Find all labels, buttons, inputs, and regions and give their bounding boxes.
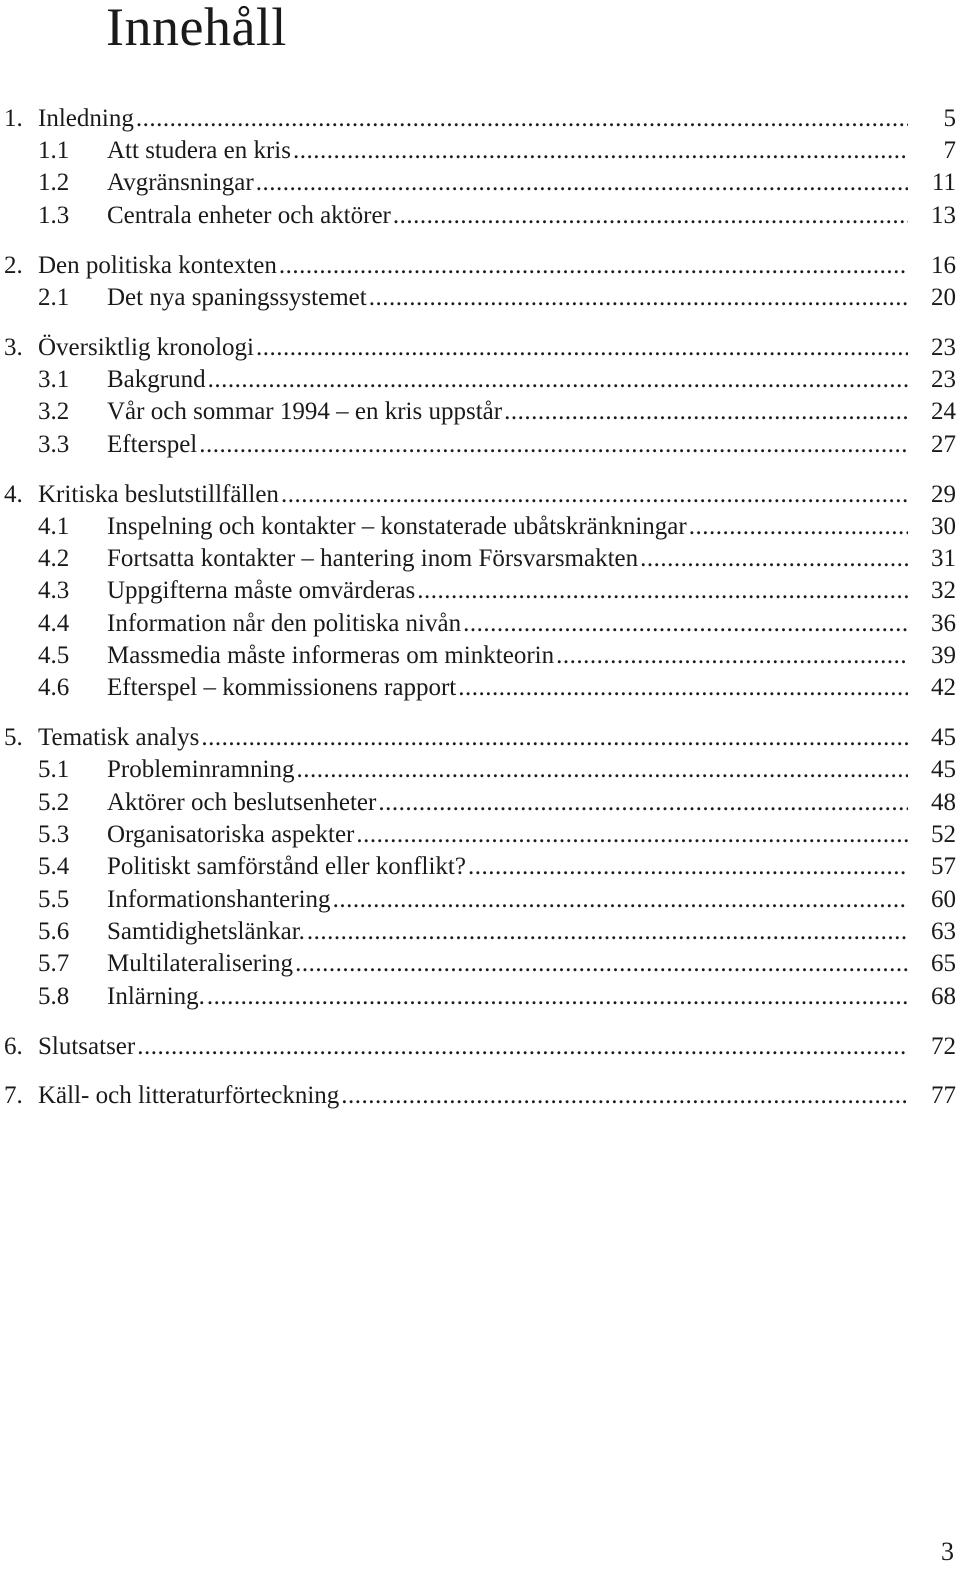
toc-entry-leader — [38, 722, 908, 754]
toc-entry-leader — [107, 948, 908, 980]
toc-entry-leader — [107, 282, 908, 314]
dot-leader — [201, 722, 908, 754]
toc-entry-page: 24 — [931, 398, 956, 425]
toc-entry-leader — [38, 1031, 908, 1063]
toc-entry — [0, 640, 960, 672]
toc-entry-page: 16 — [931, 252, 956, 279]
toc-entry-number: 5.7 — [38, 950, 70, 977]
toc-entry-page: 57 — [931, 853, 956, 880]
toc-entry-number: 5.3 — [38, 821, 70, 848]
toc-entry-page: 60 — [931, 886, 956, 913]
dot-leader — [640, 543, 908, 575]
toc-entry — [0, 167, 960, 199]
dot-leader — [356, 819, 908, 851]
toc-entry — [0, 916, 960, 948]
toc-entry-leader — [107, 511, 908, 543]
toc-entry-number: 5.1 — [38, 756, 70, 783]
toc-entry-number: 4. — [4, 481, 23, 508]
toc-entry-title: Vår och sommar 1994 – en kris uppstår — [107, 398, 503, 425]
toc-entry-number: 2.1 — [38, 284, 70, 311]
toc-entry-leader — [107, 916, 908, 948]
toc-entry — [0, 1031, 960, 1063]
toc-entry-title: Den politiska kontexten — [38, 252, 277, 279]
toc-entry-leader — [107, 200, 908, 232]
toc-entry — [0, 787, 960, 819]
dot-leader — [378, 787, 908, 819]
toc-entry — [0, 1080, 960, 1112]
toc-entry-page: 65 — [931, 950, 956, 977]
toc-entry-number: 4.2 — [38, 545, 70, 572]
toc-entry-title: Tematisk analys — [38, 724, 200, 751]
dot-leader — [458, 672, 908, 704]
toc-entry-page: 13 — [931, 202, 956, 229]
toc-entry-leader — [38, 103, 908, 135]
toc-entry — [0, 948, 960, 980]
dot-leader — [296, 754, 908, 786]
dot-leader — [281, 479, 908, 511]
page-number: 3 — [941, 1537, 954, 1566]
toc-entry-page: 7 — [943, 137, 956, 164]
toc-entry-number: 7. — [4, 1082, 23, 1109]
dot-leader — [295, 948, 908, 980]
toc-entry-page: 20 — [931, 284, 956, 311]
toc-entry-page: 31 — [931, 545, 956, 572]
toc-entry — [0, 819, 960, 851]
toc-entry-leader — [38, 479, 908, 511]
toc-entry-title: Multilateralisering — [107, 950, 294, 977]
toc-entry — [0, 884, 960, 916]
toc-entry-title: Probleminramning — [107, 756, 295, 783]
toc-entry-title: Efterspel — [107, 431, 198, 458]
toc-entry-number: 5.4 — [38, 853, 70, 880]
toc-entry-page: 52 — [931, 821, 956, 848]
dot-leader — [207, 981, 908, 1013]
toc-entry-page: 68 — [931, 983, 956, 1010]
dot-leader — [256, 167, 908, 199]
toc-entry-leader — [107, 981, 908, 1013]
dot-leader — [293, 135, 908, 167]
toc-entry-number: 3.3 — [38, 431, 70, 458]
toc-entry — [0, 981, 960, 1013]
toc-entry-page: 27 — [931, 431, 956, 458]
toc-entry-leader — [107, 884, 908, 916]
toc-entry — [0, 543, 960, 575]
toc-entry-title: Kritiska beslutstillfällen — [38, 481, 279, 508]
toc-entry-title: Det nya spaningssystemet — [107, 284, 367, 311]
toc-entry-leader — [107, 640, 908, 672]
toc-entry — [0, 103, 960, 135]
dot-leader — [307, 916, 908, 948]
toc-entry-leader — [107, 819, 908, 851]
toc-entry-leader — [38, 250, 908, 282]
toc-entry-number: 1. — [4, 105, 23, 132]
toc-entry-page: 32 — [931, 577, 956, 604]
toc-entry-title: Inspelning och kontakter – konstaterade ubåtskränkningar — [107, 513, 687, 540]
toc-entry-leader — [38, 332, 908, 364]
page-title: Innehåll — [106, 0, 287, 57]
toc-entry-title: Att studera en kris — [107, 137, 291, 164]
toc-entry-leader — [107, 429, 908, 461]
dot-leader — [369, 282, 908, 314]
toc-entry — [0, 575, 960, 607]
toc-entry-title: Efterspel – kommissionens rapport — [107, 674, 457, 701]
dot-leader — [556, 640, 908, 672]
dot-leader — [256, 332, 908, 364]
toc-entry-number: 1.3 — [38, 202, 70, 229]
toc-entry-number: 5. — [4, 724, 23, 751]
toc-entry-title: Samtidighetslänkar. — [107, 918, 305, 945]
toc-entry-page: 77 — [931, 1082, 956, 1109]
toc-entry — [0, 608, 960, 640]
dot-leader — [137, 1031, 908, 1063]
dot-leader — [689, 511, 908, 543]
toc-entry-number: 5.8 — [38, 983, 70, 1010]
toc-entry — [0, 135, 960, 167]
dot-leader — [393, 200, 908, 232]
dot-leader — [504, 396, 908, 428]
toc-entry-title: Inlärning. — [107, 983, 205, 1010]
dot-leader — [468, 851, 908, 883]
toc-entry — [0, 672, 960, 704]
toc-entry — [0, 722, 960, 754]
toc-entry-page: 48 — [931, 789, 956, 816]
toc-entry-title: Inledning — [38, 105, 134, 132]
dot-leader — [279, 250, 908, 282]
toc-entry-page: 45 — [931, 724, 956, 751]
toc-entry-leader — [107, 608, 908, 640]
toc-entry-leader — [107, 575, 908, 607]
toc-entry-leader — [107, 851, 908, 883]
toc-entry — [0, 396, 960, 428]
toc-entry-number: 3. — [4, 334, 23, 361]
toc-entry-leader — [107, 543, 908, 575]
dot-leader — [341, 1080, 908, 1112]
toc-entry-title: Information når den politiska nivån — [107, 610, 462, 637]
toc-entry-number: 4.5 — [38, 642, 70, 669]
toc-entry — [0, 754, 960, 786]
toc-entry — [0, 364, 960, 396]
toc-entry — [0, 479, 960, 511]
toc-entry — [0, 282, 960, 314]
toc-entry-title: Massmedia måste informeras om minkteorin — [107, 642, 555, 669]
toc-entry-leader — [107, 364, 908, 396]
toc-entry-page: 42 — [931, 674, 956, 701]
toc-entry-title: Översiktlig kronologi — [38, 334, 254, 361]
toc-entry-number: 1.2 — [38, 169, 70, 196]
toc-entry-number: 5.2 — [38, 789, 70, 816]
toc-entry-leader — [107, 787, 908, 819]
dot-leader — [199, 429, 908, 461]
toc-entry-page: 11 — [931, 169, 956, 196]
toc-entry-number: 1.1 — [38, 137, 70, 164]
toc-entry-number: 4.4 — [38, 610, 70, 637]
dot-leader — [333, 884, 908, 916]
toc-entry-title: Centrala enheter och aktörer — [107, 202, 391, 229]
toc-entry — [0, 511, 960, 543]
toc-entry-leader — [107, 396, 908, 428]
toc-entry — [0, 200, 960, 232]
dot-leader — [208, 364, 908, 396]
toc-entry-number: 3.1 — [38, 366, 70, 393]
toc-entry-number: 5.6 — [38, 918, 70, 945]
toc-entry-page: 5 — [943, 105, 956, 132]
toc-entry-title: Käll- och litteraturförteckning — [38, 1082, 340, 1109]
toc-entry-number: 4.3 — [38, 577, 70, 604]
dot-leader — [136, 103, 908, 135]
toc-entry-title: Politiskt samförstånd eller konflikt? — [107, 853, 466, 880]
toc-entry-page: 63 — [931, 918, 956, 945]
toc-entry-leader — [107, 135, 908, 167]
toc-entry-title: Avgränsningar — [107, 169, 254, 196]
toc-entry-title: Bakgrund — [107, 366, 206, 393]
toc-entry-number: 2. — [4, 252, 23, 279]
toc-entry — [0, 332, 960, 364]
toc-entry-page: 29 — [931, 481, 956, 508]
toc-entry-leader — [107, 167, 908, 199]
toc-entry — [0, 250, 960, 282]
toc-entry-leader — [107, 754, 908, 786]
toc-entry — [0, 851, 960, 883]
toc-entry-page: 36 — [931, 610, 956, 637]
toc-entry-page: 39 — [931, 642, 956, 669]
dot-leader — [417, 575, 908, 607]
toc-entry-leader — [107, 672, 908, 704]
toc-entry-number: 5.5 — [38, 886, 70, 913]
toc-entry-number: 6. — [4, 1033, 23, 1060]
toc-entry-number: 4.1 — [38, 513, 70, 540]
toc-entry-page: 23 — [931, 366, 956, 393]
toc-entry-title: Aktörer och beslutsenheter — [107, 789, 377, 816]
toc-entry-title: Slutsatser — [38, 1033, 136, 1060]
toc-entry-title: Informationshantering — [107, 886, 331, 913]
toc-entry-leader — [38, 1080, 908, 1112]
toc-entry-number: 4.6 — [38, 674, 70, 701]
toc-entry-title: Organisatoriska aspekter — [107, 821, 355, 848]
toc-entry-page: 45 — [931, 756, 956, 783]
toc-entry-number: 3.2 — [38, 398, 70, 425]
dot-leader — [463, 608, 908, 640]
toc-entry-title: Uppgifterna måste omvärderas — [107, 577, 416, 604]
toc-entry — [0, 429, 960, 461]
toc-entry-title: Fortsatta kontakter – hantering inom Försvarsmakten — [107, 545, 639, 572]
toc-entry-page: 23 — [931, 334, 956, 361]
toc-entry-page: 30 — [931, 513, 956, 540]
toc-entry-page: 72 — [931, 1033, 956, 1060]
